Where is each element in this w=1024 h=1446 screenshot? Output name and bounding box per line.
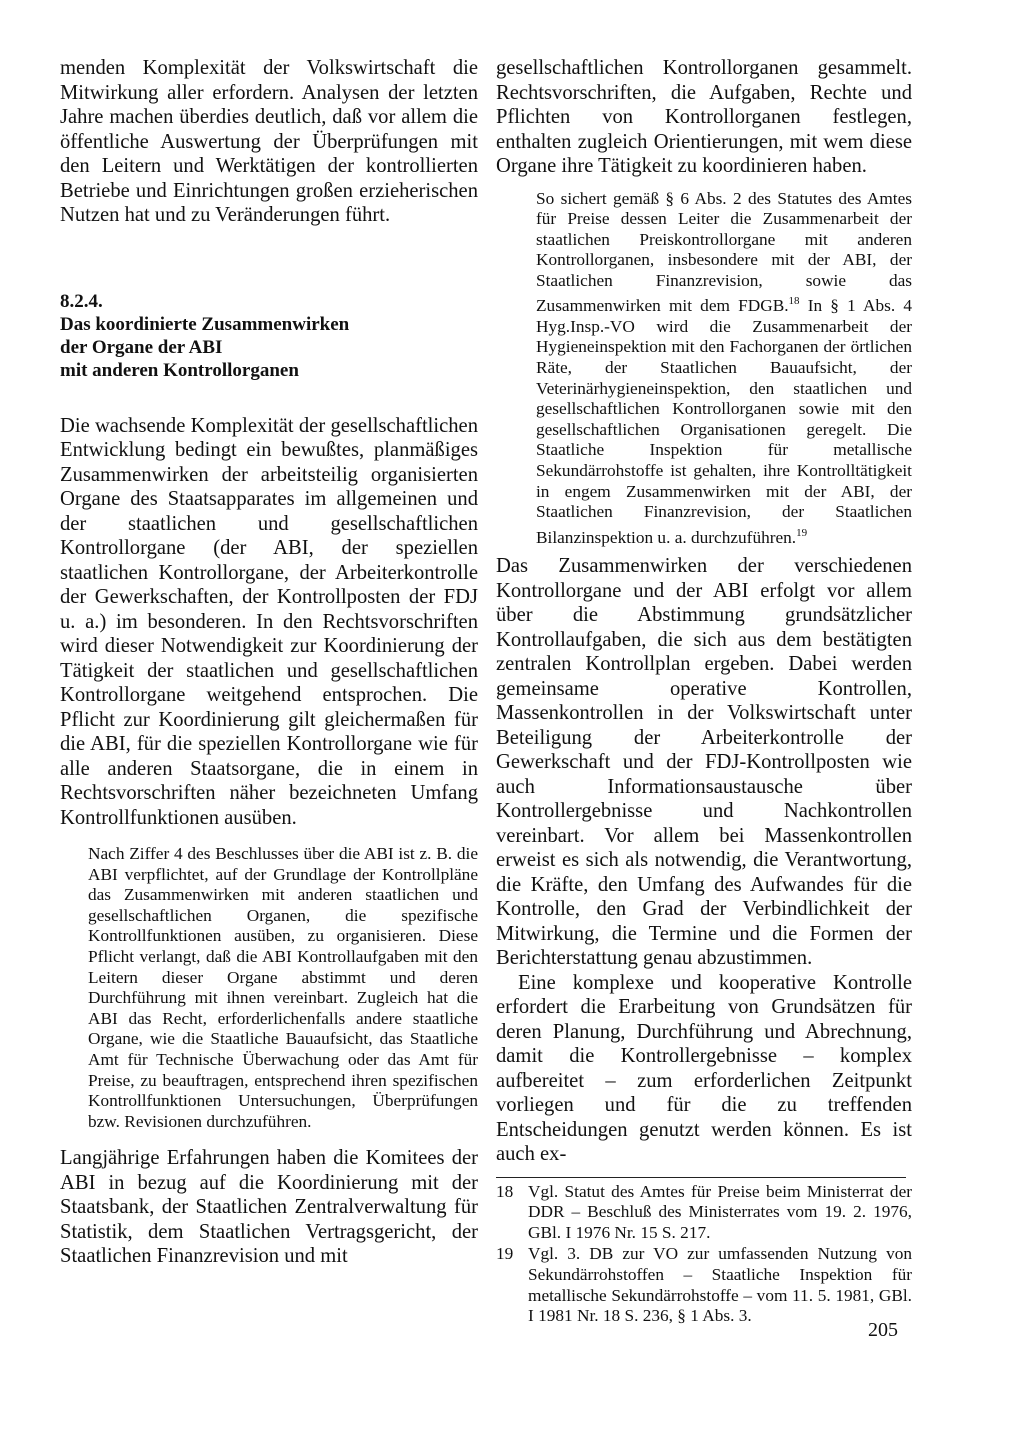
footnote-ref-18[interactable]: 18 (788, 295, 800, 308)
small-print-statute-part-b: In § 1 Abs. 4 Hyg.Insp.-VO wird die Zusammenarbeit der Hygieneinspektion mit den Fachorganen der örtlichen Räte, der Staatlichen Bauaufsicht, der Veterinärhygieneinspektion, den staatlichen und gesellschaftlichen Kontrollorganen sowie mit den gesellschaftlichen Organisationen geregelt. Die Staatliche Inspektion für metallische Sekundärrohstoffe ist gehalten, ihre Kontrolltätigkeit in engem Zusammenwirken mit der ABI, der Staatlichen Finanzrevision, der Staatlichen Bilanzinspektion u. a. durchzuführen. (536, 296, 912, 547)
paragraph-cooperation: Das Zusammenwirken der verschiedenen Kontrollorgane und der ABI erfolgt vor allem über die Abstimmung grundsätzlicher Kontrollaufgaben, die sich aus dem bestätigten zentralen Kontrollplan ergeben. Dabei werden gemeinsame operative Kontrollen, Massenkontrollen in der Volkswirtschaft unter Beteiligung der Arbeiterkontrolle der Gewerkschaft und der FDJ-Kontrollposten wie auch Informationsaustausche über Kontrollergebnisse und Nachkontrollen vereinbart. Vor allem bei Massenkontrollen erweist es sich als notwendig, die Verantwortung, die Kräfte, den Umfang des Aufwandes für die Kontrolle, den Grad der Verbindlichkeit der Mitwirkung, die Termine und die Formen der Berichterstattung genau abzustimmen. (496, 555, 912, 970)
footnote-number: 18 (496, 1181, 514, 1201)
paragraph-complex-control: Eine komplexe und kooperative Kontrolle erfordert die Erarbeitung von Grundsätzen für deren Planung, Durchführung und Abrechnung, damit die Kontrollergebnisse – komplex aufbereitet – zum erforderlichen Zeitpunkt vorliegen und für die zu treffenden Entscheidungen genutzt werden können. Es ist auch ex- (496, 971, 912, 1166)
paragraph-continuation: menden Komplexität der Volkswirtschaft die Mitwirkung aller erfordern. Analysen der letzten Jahre machen überdies deutlich, daß vor allem die öffentliche Auswertung der Überprüfungen mit den Leitern und Werktätigen der kontrollierten Betriebe und Einrichtungen großen erzieherischen Nutzen hat und zu Veränderungen führt. (60, 57, 478, 226)
footnote-text: Vgl. Statut des Amtes für Preise beim Ministerrat der DDR – Beschluß des Ministerrates vom 19. 2. 1976, GBl. I 1976 Nr. 15 S. 217. (528, 1181, 912, 1243)
left-column (60, 56, 478, 1269)
footnote-text: Vgl. 3. DB zur VO zur umfassenden Nutzung von Sekundärrohstoffen – Staatliche Inspektion für metallische Sekundärrohstoffe – vom 11. 5. 1981, GBl. I 1981 Nr. 18 S. 236, § 1 Abs. 3. (528, 1244, 912, 1326)
paragraph-experience: Langjährige Erfahrungen haben die Komitees der ABI in bezug auf die Koordinierung mit der Staatsbank, der Staatlichen Zentralverwaltung für Statistik, dem Staatlichen Vertragsgericht, der Staatlichen Finanzrevision und mit (60, 1147, 478, 1268)
footnote-ref-19[interactable]: 19 (796, 526, 808, 539)
footnote-18 (496, 1182, 912, 1244)
footnote-divider (496, 1177, 906, 1178)
footnote-number: 19 (496, 1244, 514, 1264)
section-number: 8.2.4. (60, 290, 103, 312)
section-heading-line-3: mit anderen Kontrollorganen (60, 359, 299, 381)
right-column (496, 56, 912, 1327)
paragraph-complexity: Die wachsende Komplexität der gesellschaftlichen Entwicklung bedingt ein bewußtes, planmäßiges Zusammenwirken der arbeitsteilig organisierten Organe des Staatsapparates im allgemeinen und der staatlichen und gesellschaftlichen Kontrollorgane (der ABI, der speziellen staatlichen Kontrollorgane, der Arbeiterkontrolle der Gewerkschaften, der Kontrollposten der FDJ u. a.) im besonderen. In den Rechtsvorschriften wird dieser Notwendigkeit zur Koordinierung der Tätigkeit der staatlichen und gesellschaftlichen Kontrollorgane weitgehend entsprochen. Die Pflicht zur Koordinierung gilt gleichermaßen für die ABI, für die speziellen Kontrollorgane wie für alle anderen Staatsorgane, die in einem in Rechtsvorschriften näher bezeichneten Umfang Kontrollfunktionen ausüben. (60, 414, 478, 829)
section-heading-line-1: Das koordinierte Zusammenwirken (60, 313, 350, 335)
paragraph-legal-provisions: gesellschaftlichen Kontrollorganen gesammelt. Rechtsvorschriften, die Aufgaben, Rechte und Pflichten von Kontrollorganen festlegen, enthalten zugleich Orientierungen, mit wem diese Organe ihre Tätigkeit zu koordinieren haben. (496, 57, 912, 177)
page-number: 205 (868, 1319, 898, 1341)
section-heading-line-2: der Organe der ABI (60, 336, 223, 358)
small-print-statute (496, 189, 912, 549)
footnote-19 (496, 1244, 912, 1327)
small-print-statute-part-a: So sichert gemäß § 6 Abs. 2 des Statutes des Amtes für Preise dessen Leiter die Zusammenarbeit der staatlichen Preiskontrollorgane mit anderen Kontrollorganen, insbesondere mit der ABI, der Staatlichen Finanzrevision, sowie das Zusammenwirken mit dem FDGB. (536, 188, 912, 316)
small-print-ziffer-4: Nach Ziffer 4 des Beschlusses über die ABI ist z. B. die ABI verpflichtet, auf der Grundlage der Kontrollpläne das Zusammenwirken mit anderen staatlichen und gesellschaftlichen Organen, die spezifische Kontrollfunktionen ausüben, zu organisieren. Diese Pflicht verlangt, daß die ABI Kontrollaufgaben mit den Leitern dieser Organe abstimmt und deren Durchführung mit ihnen vereinbart. Zugleich hat die ABI das Recht, erforderlichenfalls andere staatliche Organe, wie die Staatliche Bauaufsicht, das Staatliche Amt für Technische Überwachung oder das Amt für Preise, zu beauftragen, entsprechend ihren spezifischen Kontrollfunktionen Untersuchungen, Überprüfungen bzw. Revisionen durchzuführen. (88, 844, 478, 1131)
